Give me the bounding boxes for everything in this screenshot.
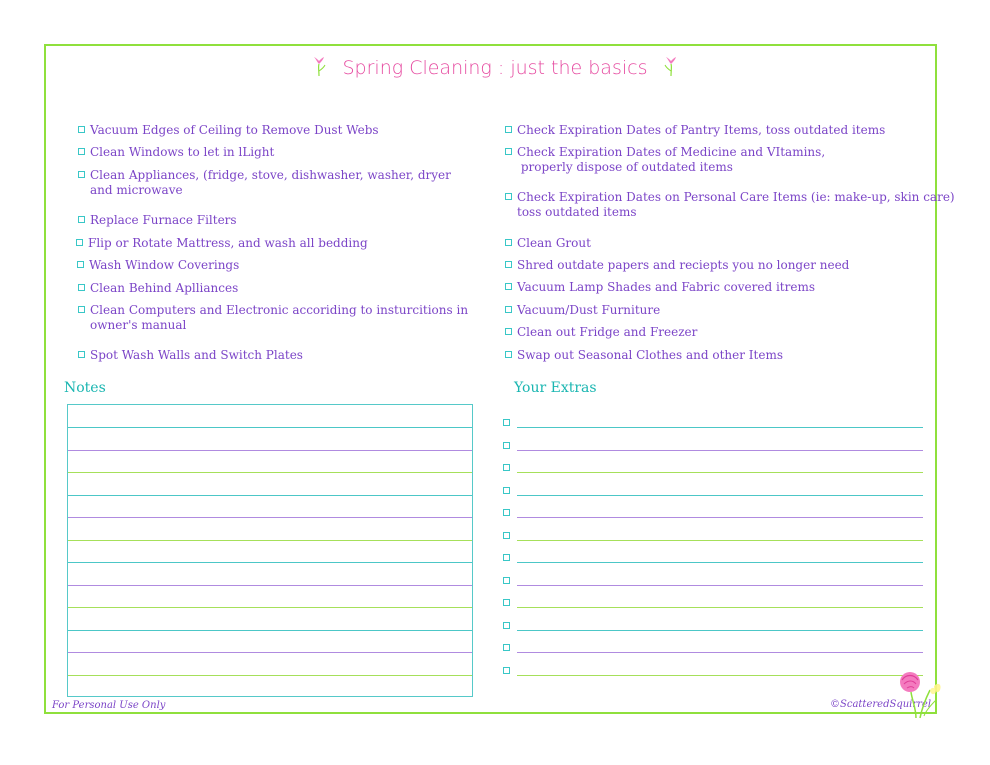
checkbox[interactable] [503,532,510,539]
extra-item[interactable] [503,505,923,521]
checkbox[interactable] [505,148,512,155]
checkbox[interactable] [503,577,510,584]
notes-line [68,495,472,496]
extra-line[interactable] [517,607,923,608]
extra-item[interactable] [503,415,923,431]
notes-line [68,472,472,473]
notes-line [68,585,472,586]
checkbox[interactable] [503,599,510,606]
checkbox[interactable] [78,148,85,155]
checkbox[interactable] [76,239,83,246]
checkbox[interactable] [505,126,512,133]
extra-item[interactable] [503,618,923,634]
checklist-item[interactable]: Replace Furnace Filters [78,213,237,228]
extra-item[interactable] [503,640,923,656]
extra-line[interactable] [517,652,923,653]
checklist-item[interactable]: Clean Computers and Electronic accoriding to insturcitions in owner's manual [78,303,468,333]
checklist-item[interactable]: Vacuum Lamp Shades and Fabric covered itrems [505,280,815,295]
extra-item[interactable] [503,550,923,566]
extra-line[interactable] [517,517,923,518]
extra-item[interactable] [503,483,923,499]
notes-line [68,540,472,541]
notes-heading: Notes [64,380,106,396]
checkbox[interactable] [505,328,512,335]
checkbox[interactable] [505,239,512,246]
checklist-item[interactable]: Wash Window Coverings [77,258,239,273]
checklist-item[interactable]: Swap out Seasonal Clothes and other Items [505,348,783,363]
extra-line[interactable] [517,495,923,496]
checkbox[interactable] [505,283,512,290]
notes-line [68,630,472,631]
checkbox[interactable] [78,171,85,178]
checklist-item[interactable]: Shred outdate papers and reciepts you no longer need [505,258,849,273]
notes-line [68,517,472,518]
checklist-item[interactable]: Spot Wash Walls and Switch Plates [78,348,303,363]
page-title [0,55,990,82]
checkbox[interactable] [505,193,512,200]
checklist-item[interactable]: Clean Grout [505,236,591,251]
checkbox[interactable] [505,261,512,268]
extra-item[interactable] [503,528,923,544]
tulip-icon [664,55,678,82]
checkbox[interactable] [503,622,510,629]
checklist-item[interactable]: Clean Behind Aplliances [78,281,238,296]
checklist-item[interactable]: Check Expiration Dates of Medicine and VItamins, properly dispose of outdated items [505,145,825,175]
extra-line[interactable] [517,630,923,631]
checklist-item[interactable]: Clean Appliances, (fridge, stove, dishwasher, washer, dryer and microwave [78,168,451,198]
notes-line [68,675,472,676]
title-text: Spring Cleaning : just the basics [342,57,648,79]
extra-item[interactable] [503,573,923,589]
checkbox[interactable] [505,306,512,313]
extra-line[interactable] [517,450,923,451]
checkbox[interactable] [78,284,85,291]
checkbox[interactable] [503,419,510,426]
notes-line [68,427,472,428]
notes-line [68,607,472,608]
notes-area[interactable] [67,404,473,697]
checkbox[interactable] [503,667,510,674]
rose-icon [896,668,946,724]
checkbox[interactable] [77,261,84,268]
footer-usage-note: For Personal Use Only [52,700,166,711]
notes-line [68,450,472,451]
extra-line[interactable] [517,427,923,428]
extra-item[interactable] [503,663,923,679]
tulip-icon [312,55,326,82]
checklist-item[interactable]: Vacuum Edges of Ceiling to Remove Dust Webs [78,123,379,138]
checkbox[interactable] [78,351,85,358]
extra-item[interactable] [503,438,923,454]
extra-line[interactable] [517,472,923,473]
checkbox[interactable] [78,306,85,313]
extra-item[interactable] [503,595,923,611]
extra-line[interactable] [517,540,923,541]
checkbox[interactable] [78,126,85,133]
checklist-item[interactable]: Vacuum/Dust Furniture [505,303,660,318]
checkbox[interactable] [503,554,510,561]
extra-line[interactable] [517,675,923,676]
checklist-item[interactable]: Clean out Fridge and Freezer [505,325,697,340]
checkbox[interactable] [503,644,510,651]
extras-heading: Your Extras [514,380,597,396]
checkbox[interactable] [503,487,510,494]
checkbox[interactable] [503,464,510,471]
checkbox[interactable] [505,351,512,358]
extra-item[interactable] [503,460,923,476]
checklist-item[interactable]: Check Expiration Dates of Pantry Items, toss outdated items [505,123,885,138]
checklist-item[interactable]: Flip or Rotate Mattress, and wash all bedding [76,236,368,251]
checkbox[interactable] [78,216,85,223]
checkbox[interactable] [503,509,510,516]
checklist-item[interactable]: Check Expiration Dates on Personal Care Items (ie: make-up, skin care) toss outdated items [505,190,955,220]
checkbox[interactable] [503,442,510,449]
checklist-item[interactable]: Clean Windows to let in lLight [78,145,274,160]
notes-line [68,562,472,563]
notes-line [68,652,472,653]
extra-line[interactable] [517,585,923,586]
footer-copyright: ©ScatteredSquirrel [830,699,932,710]
extra-line[interactable] [517,562,923,563]
